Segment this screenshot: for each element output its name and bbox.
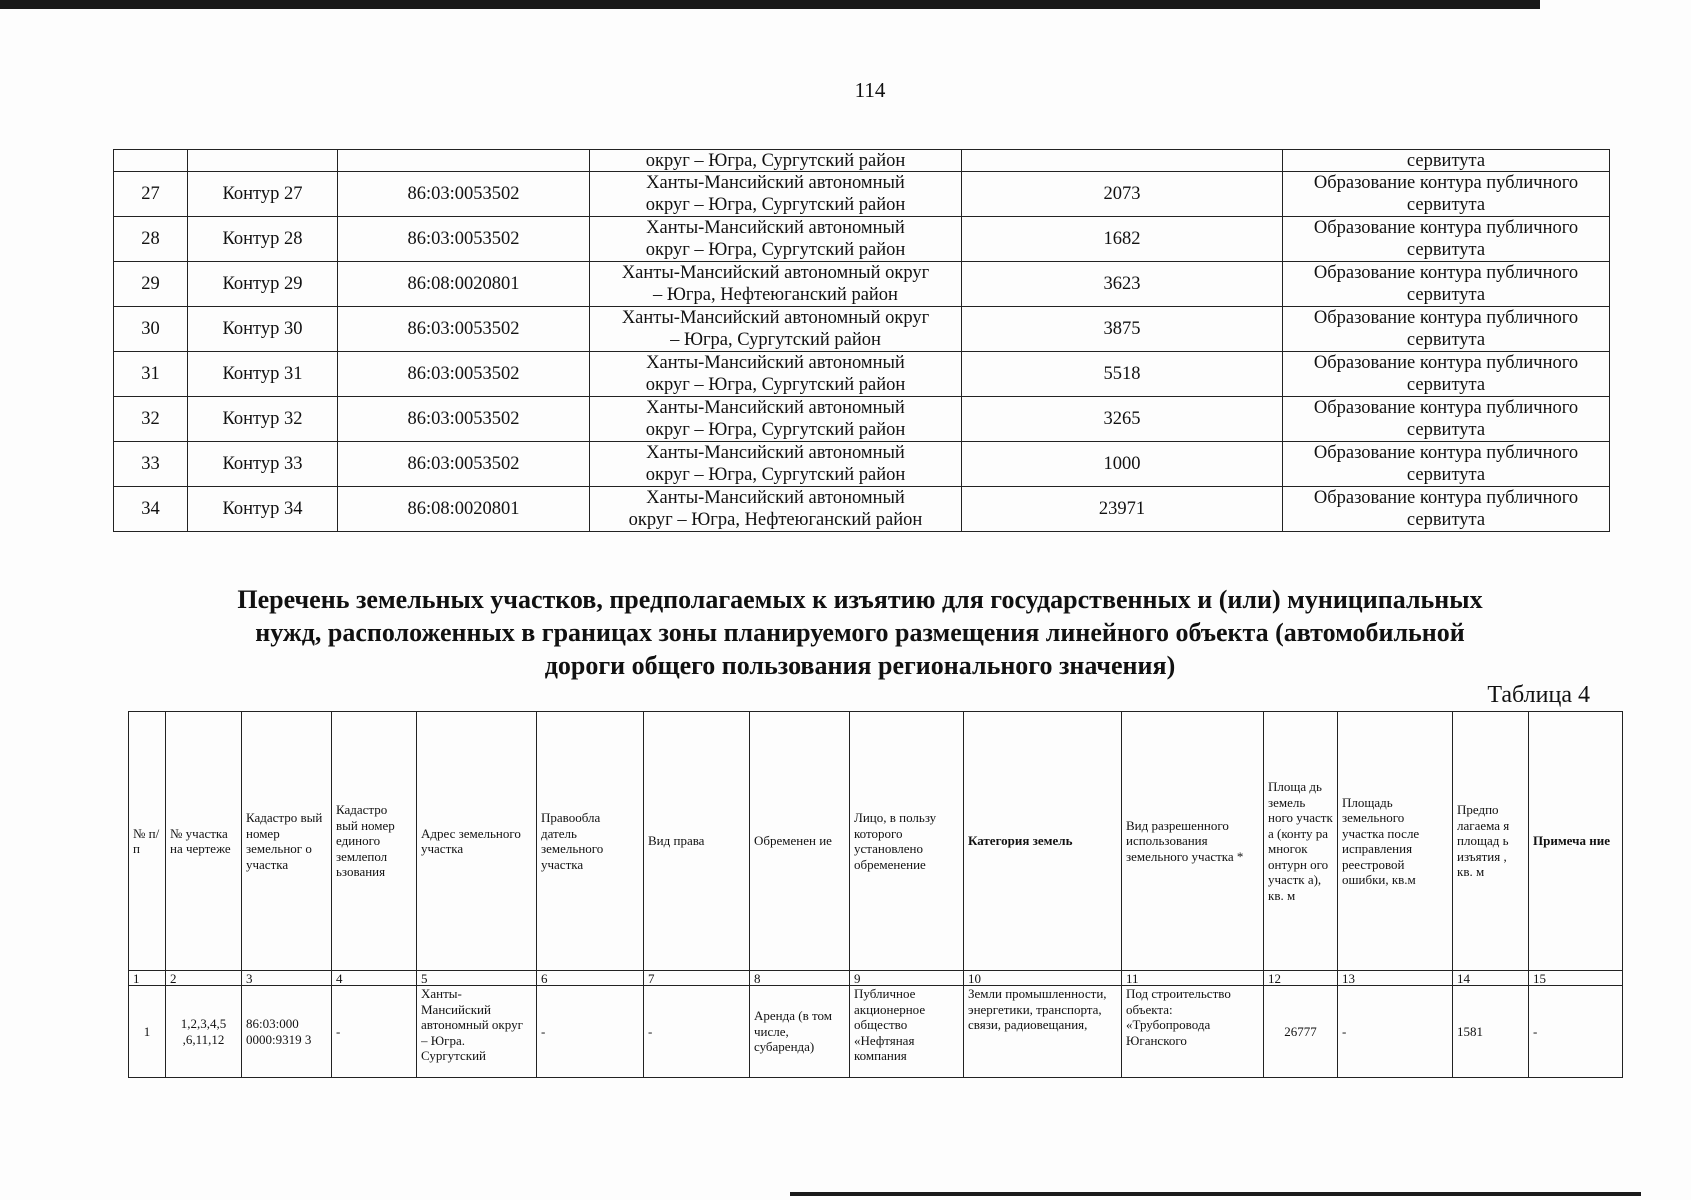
table-row (114, 487, 1610, 532)
column-number: 5 (417, 971, 537, 986)
column-header (537, 712, 644, 971)
column-header (850, 712, 964, 971)
column-header-label: Категория земель (968, 833, 1073, 849)
area-cell: 3875 (962, 307, 1283, 352)
address-text: Ханты- Мансийский автономный округ – Югра. Сургутский (421, 986, 523, 1063)
purpose-line: сервитута (1406, 195, 1486, 215)
address-cell (590, 352, 962, 397)
scan-bottom-border (790, 1192, 1641, 1196)
column-header-label: Обременен ие (754, 833, 832, 849)
table-row (114, 442, 1610, 487)
column-header-label: Кадастро вый номер единого землепол ьзования (336, 802, 395, 880)
address-line: Ханты-Мансийский автономный (646, 443, 905, 463)
column-number: 9 (850, 971, 964, 986)
purpose-line: Образование контура публичного (1313, 263, 1579, 283)
area-cell: 26777 (1264, 986, 1338, 1078)
purpose-line: Образование контура публичного (1313, 173, 1579, 193)
table-row-continuation (114, 150, 1610, 172)
cadastral-quarter-cell: 86:03:0053502 (338, 442, 590, 487)
address-line: Ханты-Мансийский автономный округ (621, 308, 930, 328)
column-header (644, 712, 750, 971)
address-cell (590, 262, 962, 307)
column-number: 1 (129, 971, 166, 986)
purpose-cell (1283, 307, 1610, 352)
servitude-contours-table (113, 149, 1610, 532)
encumbrance-cell: Аренда (в том числе, субаренда) (750, 986, 850, 1078)
column-number: 4 (332, 971, 417, 986)
column-header (417, 712, 537, 971)
right-type-cell: - (644, 986, 750, 1078)
cadastral-number-cell: 86:03:000 0000:9319 3 (242, 986, 332, 1078)
contour-name-cell: Контур 32 (188, 397, 338, 442)
plot-numbers-cell: 1,2,3,4,5 ,6,11,12 (166, 986, 242, 1078)
column-header (242, 712, 332, 971)
column-header (1453, 712, 1529, 971)
section-heading (140, 583, 1580, 682)
column-number: 6 (537, 971, 644, 986)
unified-cadastral-cell: - (332, 986, 417, 1078)
row-number-cell: 27 (114, 172, 188, 217)
column-header-label: Вид разрешенного использования земельного участка * (1126, 817, 1244, 864)
column-header-label: Кадастро вый номер земельног о участка (246, 810, 323, 872)
address-line: Ханты-Мансийский автономный (646, 398, 905, 418)
address-cell: округ – Югра, Сургутский район (590, 150, 962, 172)
contour-name-cell: Контур 28 (188, 217, 338, 262)
page-number: 114 (854, 78, 886, 102)
purpose-line: Образование контура публичного (1313, 218, 1579, 238)
area-cell: 2073 (962, 172, 1283, 217)
seizure-area-cell: 1581 (1453, 986, 1529, 1078)
column-header-label: Адрес земельного участка (421, 825, 521, 856)
column-header (750, 712, 850, 971)
address-line: – Югра, Сургутский район (670, 330, 881, 350)
column-number: 3 (242, 971, 332, 986)
cadastral-quarter-cell: 86:03:0053502 (338, 172, 590, 217)
purpose-cell: сервитута (1283, 150, 1610, 172)
purpose-line: сервитута (1406, 375, 1486, 395)
cadastral-quarter-cell: 86:08:0020801 (338, 262, 590, 307)
address-cell (590, 217, 962, 262)
column-header-label: Примеча ние (1533, 833, 1610, 849)
table-row (114, 172, 1610, 217)
table-row (114, 262, 1610, 307)
purpose-line: Образование контура публичного (1313, 488, 1579, 508)
purpose-line: сервитута (1406, 285, 1486, 305)
address-line: Ханты-Мансийский автономный (646, 488, 905, 508)
table-row (114, 352, 1610, 397)
table-row (114, 397, 1610, 442)
address-cell (590, 397, 962, 442)
column-header-label: Правообла датель земельного участка (541, 810, 604, 872)
purpose-cell (1283, 397, 1610, 442)
address-cell (590, 487, 962, 532)
cadastral-quarter-cell: 86:03:0053502 (338, 352, 590, 397)
row-number-cell: 30 (114, 307, 188, 352)
purpose-cell (1283, 217, 1610, 262)
area-cell: 1682 (962, 217, 1283, 262)
contour-name-cell: Контур 30 (188, 307, 338, 352)
contour-name-cell: Контур 31 (188, 352, 338, 397)
address-line: Ханты-Мансийский автономный (646, 218, 905, 238)
address-line: округ – Югра, Нефтеюганский район (628, 510, 923, 530)
area-cell: 3265 (962, 397, 1283, 442)
column-header (1529, 712, 1623, 971)
address-cell (590, 172, 962, 217)
column-number: 8 (750, 971, 850, 986)
column-header-label: № п/п (133, 825, 160, 856)
column-number: 13 (1338, 971, 1453, 986)
purpose-line: сервитута (1406, 420, 1486, 440)
purpose-line: Образование контура публичного (1313, 308, 1579, 328)
address-line: Ханты-Мансийский автономный (646, 353, 905, 373)
address-line: округ – Югра, Сургутский район (645, 240, 906, 260)
column-header-label: Площа дь земель ного участк а (конту ра многок онтурн ого участк а), кв. м (1268, 779, 1333, 903)
column-header (964, 712, 1122, 971)
scan-top-border (0, 0, 1540, 9)
address-cell (590, 307, 962, 352)
column-header-label: Площадь земельного участка после исправления реестровой ошибки, кв.м (1342, 794, 1420, 887)
purpose-line: Образование контура публичного (1313, 398, 1579, 418)
purpose-line: Образование контура публичного (1313, 353, 1579, 373)
address-line: – Югра, Нефтеюганский район (653, 285, 898, 305)
rights-holder-cell: - (537, 986, 644, 1078)
address-line: Ханты-Мансийский автономный (646, 173, 905, 193)
row-number-cell: 1 (129, 986, 166, 1078)
purpose-cell (1283, 262, 1610, 307)
column-number: 15 (1529, 971, 1623, 986)
column-number: 10 (964, 971, 1122, 986)
land-category-text: Земли промышленности, энергетики, транспорта, связи, радиовещания, (968, 986, 1107, 1032)
permitted-use-cell (1122, 986, 1264, 1078)
column-header-label: Лицо, в пользу которого установлено обременение (854, 810, 937, 872)
table-header-row (129, 712, 1623, 971)
column-header (1122, 712, 1264, 971)
permitted-use-text: Под строительство объекта: «Трубопровода Юганского (1126, 986, 1231, 1048)
cadastral-quarter-cell: 86:03:0053502 (338, 217, 590, 262)
row-number-cell: 29 (114, 262, 188, 307)
land-category-cell (964, 986, 1122, 1078)
address-cell (590, 442, 962, 487)
table-row (114, 217, 1610, 262)
land-plots-seizure-table (128, 711, 1623, 1078)
row-number-cell: 33 (114, 442, 188, 487)
area-cell: 23971 (962, 487, 1283, 532)
table-row (114, 307, 1610, 352)
purpose-cell (1283, 442, 1610, 487)
column-header (332, 712, 417, 971)
cadastral-quarter-cell: 86:08:0020801 (338, 487, 590, 532)
contour-name-cell: Контур 29 (188, 262, 338, 307)
address-line: Ханты-Мансийский автономный округ (621, 263, 930, 283)
column-header (1264, 712, 1338, 971)
contour-name-cell: Контур 34 (188, 487, 338, 532)
column-number: 12 (1264, 971, 1338, 986)
beneficiary-cell (850, 986, 964, 1078)
cadastral-quarter-cell: 86:03:0053502 (338, 397, 590, 442)
address-line: округ – Югра, Сургутский район (645, 465, 906, 485)
column-number-row (129, 971, 1623, 986)
column-header (129, 712, 166, 971)
column-header-label: № участка на чертеже (170, 825, 231, 856)
purpose-cell (1283, 487, 1610, 532)
purpose-line: Образование контура публичного (1313, 443, 1579, 463)
purpose-line: сервитута (1406, 330, 1486, 350)
purpose-cell (1283, 172, 1610, 217)
purpose-cell (1283, 352, 1610, 397)
address-cell (417, 986, 537, 1078)
address-line: округ – Югра, Сургутский район (645, 420, 906, 440)
column-number: 2 (166, 971, 242, 986)
purpose-line: сервитута (1406, 240, 1486, 260)
column-number: 7 (644, 971, 750, 986)
row-number-cell: 28 (114, 217, 188, 262)
heading-line: Перечень земельных участков, предполагаемых к изъятию для государственных и (или) муниципальных (237, 585, 1483, 614)
row-number-cell: 34 (114, 487, 188, 532)
contour-name-cell: Контур 33 (188, 442, 338, 487)
beneficiary-text: Публичное акционерное общество «Нефтяная компания (854, 986, 926, 1063)
row-number-cell: 32 (114, 397, 188, 442)
address-line: округ – Югра, Сургутский район (645, 375, 906, 395)
area-cell: 5518 (962, 352, 1283, 397)
column-header (166, 712, 242, 971)
corrected-area-cell: - (1338, 986, 1453, 1078)
row-number-cell: 31 (114, 352, 188, 397)
column-header-label: Вид права (648, 833, 705, 849)
contour-name-cell: Контур 27 (188, 172, 338, 217)
column-header-label: Предпо лагаема я площад ь изъятия , кв. м (1457, 802, 1510, 880)
heading-line: дороги общего пользования регионального значения) (544, 651, 1176, 680)
table-caption: Таблица 4 (1487, 682, 1590, 708)
address-line: округ – Югра, Сургутский район (645, 195, 906, 215)
column-header (1338, 712, 1453, 971)
heading-line: нужд, расположенных в границах зоны планируемого размещения линейного объекта (автомобильной (255, 618, 1465, 647)
area-cell: 1000 (962, 442, 1283, 487)
column-number: 14 (1453, 971, 1529, 986)
purpose-line: сервитута (1406, 465, 1486, 485)
table-row (129, 986, 1623, 1078)
note-cell: - (1529, 986, 1623, 1078)
area-cell: 3623 (962, 262, 1283, 307)
cadastral-quarter-cell: 86:03:0053502 (338, 307, 590, 352)
column-number: 11 (1122, 971, 1264, 986)
purpose-line: сервитута (1406, 510, 1486, 530)
